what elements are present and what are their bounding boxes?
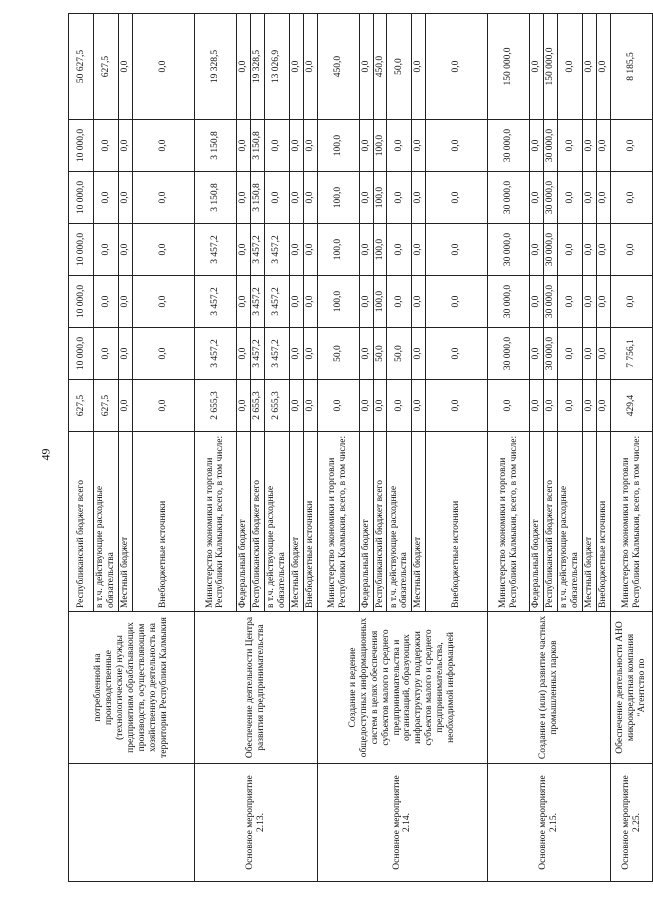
value-cell: 10 000,0 <box>69 172 94 224</box>
value-cell: 0,0 <box>426 380 488 432</box>
source-cell: Республиканский бюджет всего <box>69 432 94 612</box>
value-cell: 0,0 <box>264 120 289 172</box>
value-cell: 0,0 <box>289 380 303 432</box>
source-cell: в т.ч. действующие расходные обязательства <box>94 432 119 612</box>
value-cell: 3 150,8 <box>250 172 264 224</box>
source-cell: в т.ч. действующие расходные обязательства <box>558 432 583 612</box>
value-cell: 0,0 <box>236 224 250 276</box>
source-cell: в т.ч. действующие расходные обязательства <box>264 432 289 612</box>
value-cell: 429,4 <box>611 380 653 432</box>
value-cell: 30 000,0 <box>544 120 558 172</box>
value-cell: 3 150,8 <box>194 120 236 172</box>
value-cell: 3 457,2 <box>250 224 264 276</box>
source-cell: Федеральный бюджет <box>236 432 250 612</box>
measure-desc-cell: потребленной на производственные (технологические) нужды предприятиям обрабатывающих производств, осуществляющим хозяйственную деятельность на территории Республики Калмыкия <box>69 612 195 764</box>
source-cell: Министерство экономики и торговли Республики Калмыкия, всего, в том числе: <box>488 432 530 612</box>
value-cell: 0,0 <box>359 120 373 172</box>
value-cell: 2 655,3 <box>264 380 289 432</box>
value-cell: 3 457,2 <box>264 224 289 276</box>
value-cell: 0,0 <box>597 172 611 224</box>
value-cell: 0,0 <box>558 14 583 120</box>
measure-name-cell: Основное мероприятие 2.25. <box>611 764 653 882</box>
value-cell: 30 000,0 <box>544 172 558 224</box>
budget-table <box>68 13 653 882</box>
value-cell: 0,0 <box>412 14 426 120</box>
measure-name-cell <box>69 764 195 882</box>
value-cell: 0,0 <box>558 276 583 328</box>
value-cell: 0,0 <box>119 224 133 276</box>
value-cell: 627,5 <box>69 380 94 432</box>
value-cell: 0,0 <box>530 224 544 276</box>
value-cell: 0,0 <box>558 328 583 380</box>
source-cell: Республиканский бюджет всего <box>250 432 264 612</box>
value-cell: 0,0 <box>387 120 412 172</box>
source-cell: Республиканский бюджет всего <box>373 432 387 612</box>
value-cell: 0,0 <box>359 224 373 276</box>
value-cell: 0,0 <box>387 172 412 224</box>
table-row <box>69 14 94 882</box>
value-cell: 0,0 <box>544 380 558 432</box>
source-cell: Министерство экономики и торговли Республики Калмыкия, всего, в том числе: <box>317 432 359 612</box>
value-cell: 0,0 <box>426 14 488 120</box>
measure-name-cell: Основное мероприятие 2.13. <box>194 764 317 882</box>
value-cell: 3 150,8 <box>250 120 264 172</box>
value-cell: 0,0 <box>132 328 194 380</box>
value-cell: 0,0 <box>303 276 317 328</box>
source-cell: Внебюджетные источники <box>303 432 317 612</box>
value-cell: 10 000,0 <box>69 224 94 276</box>
value-cell: 150 000,0 <box>544 14 558 120</box>
value-cell: 450,0 <box>317 14 359 120</box>
value-cell: 30 000,0 <box>488 328 530 380</box>
value-cell: 0,0 <box>530 120 544 172</box>
page-number: 49 <box>38 448 53 461</box>
source-cell: Местный бюджет <box>119 432 133 612</box>
source-cell: Министерство экономики и торговли Республики Калмыкия, всего, в том числе: <box>611 432 653 612</box>
value-cell: 0,0 <box>94 224 119 276</box>
value-cell: 0,0 <box>359 328 373 380</box>
value-cell: 0,0 <box>558 120 583 172</box>
value-cell: 0,0 <box>236 328 250 380</box>
value-cell: 0,0 <box>359 172 373 224</box>
source-cell: Местный бюджет <box>583 432 597 612</box>
value-cell: 0,0 <box>387 380 412 432</box>
value-cell: 10 000,0 <box>69 276 94 328</box>
value-cell: 30 000,0 <box>544 276 558 328</box>
value-cell: 0,0 <box>412 380 426 432</box>
value-cell: 0,0 <box>359 276 373 328</box>
value-cell: 19 328,5 <box>250 14 264 120</box>
value-cell: 0,0 <box>264 172 289 224</box>
value-cell: 0,0 <box>236 120 250 172</box>
value-cell: 0,0 <box>597 328 611 380</box>
value-cell: 0,0 <box>119 328 133 380</box>
value-cell: 3 457,2 <box>250 328 264 380</box>
value-cell: 0,0 <box>119 380 133 432</box>
value-cell: 0,0 <box>119 276 133 328</box>
value-cell: 627,5 <box>94 380 119 432</box>
value-cell: 0,0 <box>303 380 317 432</box>
value-cell: 0,0 <box>597 224 611 276</box>
value-cell: 0,0 <box>289 328 303 380</box>
value-cell: 0,0 <box>583 328 597 380</box>
value-cell: 0,0 <box>303 14 317 120</box>
value-cell: 7 756,1 <box>611 328 653 380</box>
value-cell: 0,0 <box>289 172 303 224</box>
source-cell: Внебюджетные источники <box>597 432 611 612</box>
value-cell: 0,0 <box>530 276 544 328</box>
value-cell: 3 457,2 <box>194 276 236 328</box>
value-cell: 3 457,2 <box>250 276 264 328</box>
value-cell: 0,0 <box>387 224 412 276</box>
value-cell: 0,0 <box>583 276 597 328</box>
value-cell: 450,0 <box>373 14 387 120</box>
source-cell: Внебюджетные источники <box>426 432 488 612</box>
value-cell: 30 000,0 <box>488 120 530 172</box>
value-cell: 0,0 <box>597 276 611 328</box>
source-cell: Министерство экономики и торговли Республики Калмыкия, всего, в том числе: <box>194 432 236 612</box>
value-cell: 0,0 <box>236 380 250 432</box>
value-cell: 0,0 <box>289 224 303 276</box>
value-cell: 50,0 <box>373 328 387 380</box>
value-cell: 0,0 <box>119 14 133 120</box>
value-cell: 0,0 <box>530 328 544 380</box>
source-cell: в т.ч. действующие расходные обязательства <box>387 432 412 612</box>
value-cell: 100,0 <box>317 224 359 276</box>
value-cell: 0,0 <box>132 172 194 224</box>
value-cell: 0,0 <box>94 120 119 172</box>
value-cell: 30 000,0 <box>544 224 558 276</box>
value-cell: 0,0 <box>94 172 119 224</box>
value-cell: 10 000,0 <box>69 328 94 380</box>
value-cell: 100,0 <box>317 172 359 224</box>
source-cell: Местный бюджет <box>289 432 303 612</box>
measure-desc-cell: Обеспечение деятельности Центра развития предпринимательства <box>194 612 317 764</box>
value-cell: 0,0 <box>289 276 303 328</box>
measure-desc-cell: Создание и (или) развитие частных промышленных парков <box>488 612 611 764</box>
source-cell: Республиканский бюджет всего <box>544 432 558 612</box>
value-cell: 0,0 <box>611 172 653 224</box>
value-cell: 3 457,2 <box>194 328 236 380</box>
table-row <box>317 14 359 882</box>
value-cell: 100,0 <box>317 120 359 172</box>
value-cell: 0,0 <box>412 224 426 276</box>
value-cell: 0,0 <box>303 120 317 172</box>
measure-desc-cell: Обеспечение деятельности АНО микрокредитная компания "Агентство по <box>611 612 653 764</box>
value-cell: 0,0 <box>236 14 250 120</box>
value-cell: 30 000,0 <box>544 328 558 380</box>
value-cell: 0,0 <box>359 380 373 432</box>
value-cell: 100,0 <box>373 276 387 328</box>
value-cell: 150 000,0 <box>488 14 530 120</box>
value-cell: 0,0 <box>583 120 597 172</box>
measure-name-cell: Основное мероприятие 2.15. <box>488 764 611 882</box>
value-cell: 0,0 <box>289 14 303 120</box>
value-cell: 0,0 <box>119 172 133 224</box>
value-cell: 0,0 <box>132 380 194 432</box>
value-cell: 0,0 <box>597 380 611 432</box>
value-cell: 0,0 <box>611 120 653 172</box>
value-cell: 0,0 <box>530 172 544 224</box>
value-cell: 0,0 <box>373 380 387 432</box>
value-cell: 0,0 <box>132 120 194 172</box>
value-cell: 0,0 <box>558 224 583 276</box>
source-cell: Федеральный бюджет <box>530 432 544 612</box>
value-cell: 2 655,3 <box>250 380 264 432</box>
value-cell: 0,0 <box>611 276 653 328</box>
value-cell: 0,0 <box>583 14 597 120</box>
table-row <box>194 14 236 882</box>
source-cell: Внебюджетные источники <box>132 432 194 612</box>
value-cell: 0,0 <box>488 380 530 432</box>
value-cell: 8 185,5 <box>611 14 653 120</box>
value-cell: 0,0 <box>303 224 317 276</box>
rotated-table-wrapper <box>68 14 648 882</box>
value-cell: 0,0 <box>530 14 544 120</box>
value-cell: 50,0 <box>387 328 412 380</box>
value-cell: 0,0 <box>583 172 597 224</box>
value-cell: 0,0 <box>132 14 194 120</box>
value-cell: 50,0 <box>387 14 412 120</box>
value-cell: 10 000,0 <box>69 120 94 172</box>
value-cell: 0,0 <box>412 120 426 172</box>
value-cell: 0,0 <box>94 328 119 380</box>
value-cell: 0,0 <box>426 224 488 276</box>
value-cell: 3 457,2 <box>264 276 289 328</box>
value-cell: 0,0 <box>359 14 373 120</box>
value-cell: 0,0 <box>289 120 303 172</box>
value-cell: 13 026,9 <box>264 14 289 120</box>
value-cell: 0,0 <box>132 276 194 328</box>
value-cell: 50,0 <box>317 328 359 380</box>
value-cell: 0,0 <box>303 328 317 380</box>
value-cell: 0,0 <box>426 328 488 380</box>
value-cell: 30 000,0 <box>488 276 530 328</box>
measure-name-cell: Основное мероприятие 2.14. <box>317 764 488 882</box>
value-cell: 0,0 <box>426 172 488 224</box>
value-cell: 0,0 <box>530 380 544 432</box>
table-row <box>611 14 653 882</box>
value-cell: 0,0 <box>597 120 611 172</box>
value-cell: 0,0 <box>132 224 194 276</box>
value-cell: 0,0 <box>426 120 488 172</box>
value-cell: 0,0 <box>236 276 250 328</box>
value-cell: 0,0 <box>558 380 583 432</box>
source-cell: Федеральный бюджет <box>359 432 373 612</box>
table-row <box>488 14 530 882</box>
value-cell: 0,0 <box>119 120 133 172</box>
measure-desc-cell: Создание и ведение общедоступных информационных систем в целях обеспечения субъектов малого и среднего предпринимательства и организаций, образующих инфраструктуру поддержки субъектов малого и среднего предпринимательства, необходимой информацией <box>317 612 488 764</box>
value-cell: 0,0 <box>387 276 412 328</box>
value-cell: 30 000,0 <box>488 224 530 276</box>
value-cell: 3 457,2 <box>194 224 236 276</box>
value-cell: 2 655,3 <box>194 380 236 432</box>
value-cell: 50 627,5 <box>69 14 94 120</box>
value-cell: 0,0 <box>583 224 597 276</box>
value-cell: 3 457,2 <box>264 328 289 380</box>
value-cell: 0,0 <box>558 172 583 224</box>
value-cell: 0,0 <box>412 172 426 224</box>
value-cell: 0,0 <box>597 14 611 120</box>
value-cell: 19 328,5 <box>194 14 236 120</box>
value-cell: 100,0 <box>373 172 387 224</box>
value-cell: 0,0 <box>583 380 597 432</box>
value-cell: 30 000,0 <box>488 172 530 224</box>
source-cell: Местный бюджет <box>412 432 426 612</box>
value-cell: 0,0 <box>412 276 426 328</box>
value-cell: 0,0 <box>94 276 119 328</box>
value-cell: 0,0 <box>611 224 653 276</box>
value-cell: 3 150,8 <box>194 172 236 224</box>
value-cell: 627,5 <box>94 14 119 120</box>
value-cell: 0,0 <box>412 328 426 380</box>
value-cell: 100,0 <box>373 120 387 172</box>
value-cell: 100,0 <box>373 224 387 276</box>
value-cell: 0,0 <box>426 276 488 328</box>
value-cell: 100,0 <box>317 276 359 328</box>
value-cell: 0,0 <box>317 380 359 432</box>
value-cell: 0,0 <box>303 172 317 224</box>
value-cell: 0,0 <box>236 172 250 224</box>
